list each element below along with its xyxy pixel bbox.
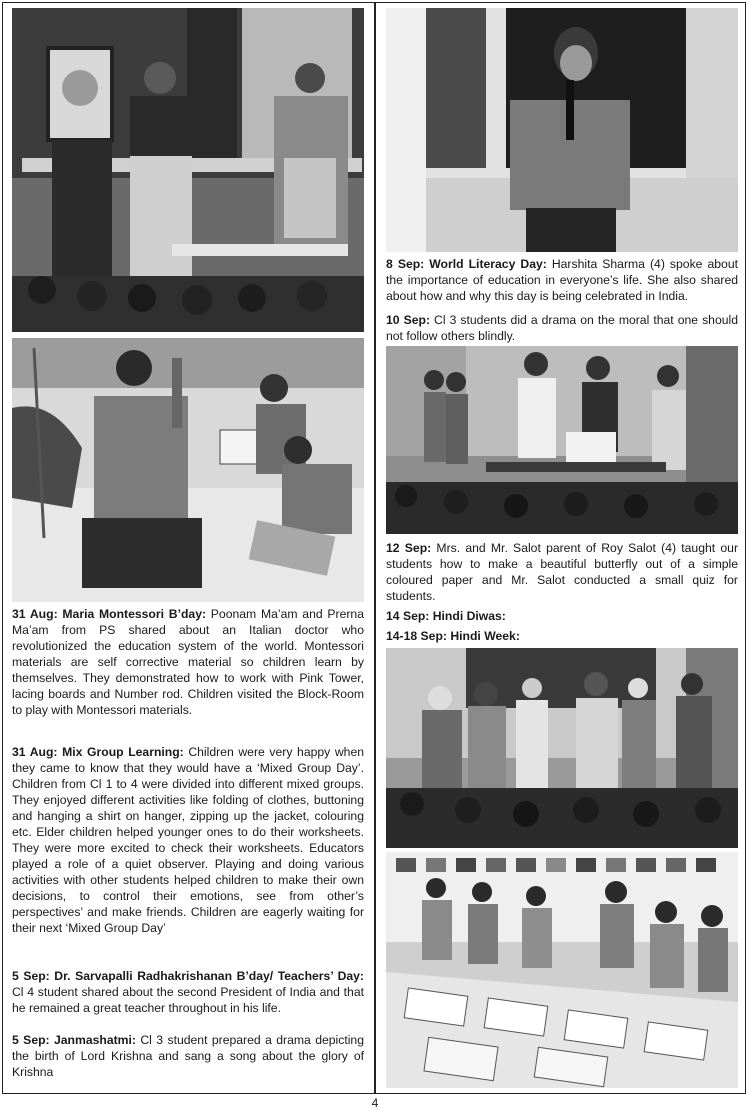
date-label: 10 Sep: bbox=[386, 313, 431, 327]
date-label: 31 Aug: Maria Montessori B’day: bbox=[12, 607, 207, 621]
heading-hindi-week: 14-18 Sep: Hindi Week: bbox=[386, 629, 520, 643]
date-label: 31 Aug: Mix Group Learning: bbox=[12, 745, 184, 759]
body-text: Cl 4 student shared about the second President of India and that he remained a great teacher throughout in his life. bbox=[12, 985, 364, 1015]
paragraph-butterfly-craft bbox=[386, 540, 738, 604]
body-text: Harshita Sharma (4) spoke about the importance of education in everyone’s life. She also shared about how and why this day is being celebrated in India. bbox=[386, 257, 738, 303]
body-text: Children were very happy when they came to know that they would have a ‘Mixed Group Day’. Children from Cl 1 to 4 were divided into different mixed groups. They enjoyed different activities like folding of clothes, buttoning and hanging a shirt on hanger, zipping up the jacket, colouring etc. Elder children helped younger ones to do their worksheets. They were more excited to check their worksheets. Educators played a role of a quiet observer. Playing and doing various activities with other students helped children to make their own decisions, to control their emotions, see from other’s perspectives’ and make friends. Children are eagerly waiting for their next ‘Mixed Group Day’ bbox=[12, 745, 364, 935]
column-divider bbox=[374, 2, 376, 1094]
paragraph-world-literacy-day bbox=[386, 256, 738, 304]
photo-hindi-week-exhibition bbox=[386, 852, 738, 1088]
date-label: 12 Sep: bbox=[386, 541, 432, 555]
body-text: Cl 3 student prepared a drama depicting the birth of Lord Krishna and sang a song about the glory of Krishna bbox=[12, 1033, 364, 1079]
date-label: 5 Sep: Janmashatmi: bbox=[12, 1033, 136, 1047]
photo-drama-class3 bbox=[386, 346, 738, 534]
paragraph-janmashatmi bbox=[12, 1032, 364, 1080]
photo-hindi-week-drama bbox=[386, 648, 738, 848]
photo-montessori-presentation bbox=[12, 8, 364, 332]
paragraph-montessori-bday bbox=[12, 606, 364, 718]
body-text: Cl 3 students did a drama on the moral that one should not follow others blindly. bbox=[386, 313, 738, 343]
paragraph-teachers-day bbox=[12, 968, 364, 1016]
heading-hindi-diwas: 14 Sep: Hindi Diwas: bbox=[386, 609, 506, 623]
body-text: Mrs. and Mr. Salot parent of Roy Salot (4) taught our students how to make a beautiful butterfly out of a simple coloured paper and Mr. Salot conducted a small quiz for students. bbox=[386, 541, 738, 603]
date-label: 8 Sep: World Literacy Day: bbox=[386, 257, 547, 271]
date-label: 5 Sep: Dr. Sarvapalli Radhakrishanan B’day/ Teachers’ Day: bbox=[12, 969, 364, 983]
paragraph-drama-moral bbox=[386, 312, 738, 344]
photo-montessori-materials bbox=[12, 338, 364, 602]
page-number: 4 bbox=[371, 1096, 379, 1110]
paragraph-mix-group-learning bbox=[12, 744, 364, 936]
body-text: Poonam Ma’am and Prerna Ma’am from PS shared about an Italian doctor who revolutionized the education system of the world. Montessori materials are self corrective material so children learn by themselves. They demonstrated how to work with Pink Tower, lacing boards and Number rod. Children visited the Block-Room to play with Montessori materials. bbox=[12, 607, 364, 717]
photo-literacy-day-speaker bbox=[386, 8, 738, 252]
